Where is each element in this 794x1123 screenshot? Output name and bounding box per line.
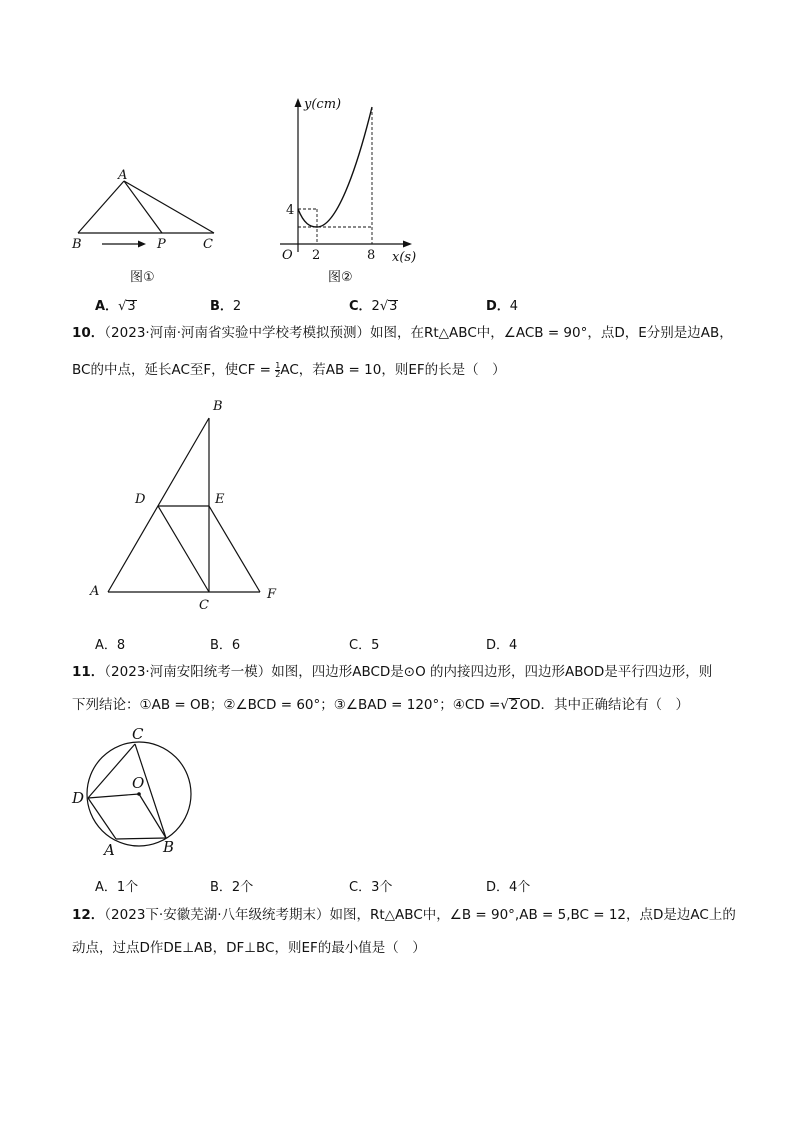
segment-da <box>88 798 116 839</box>
arrow-head <box>138 241 146 248</box>
segment-ob <box>139 794 166 838</box>
option-radicand: 3 <box>127 299 136 314</box>
q9-option-c[interactable]: C．2√3 <box>349 299 398 314</box>
fig1-caption: 图① <box>130 270 155 285</box>
question-number: 11． <box>72 664 105 680</box>
segment-ef <box>209 506 260 592</box>
segment-ab <box>116 838 166 839</box>
question-number: 10． <box>72 325 105 341</box>
question-text: AC，若AB = 10，则EF的长是（ ） <box>280 362 506 378</box>
question-source: （2023·河南安阳统考一模） <box>104 664 272 680</box>
option-letter: B． <box>210 299 233 314</box>
tick-label-2: 2 <box>312 248 321 263</box>
x-axis-arrow <box>403 241 412 248</box>
radicand: 2 <box>509 697 519 713</box>
q11-line-1 <box>72 656 732 689</box>
q9-figure-1 <box>66 165 226 290</box>
question-text: BC的中点，延长AC至F，使CF = <box>72 362 271 378</box>
option-letter: A． <box>95 299 119 314</box>
question-text: 如图，在Rt△ABC中，∠ACB = 90°，点D，E分别是边AB， <box>370 325 733 341</box>
segment-ap <box>124 181 162 233</box>
option-radicand: 3 <box>389 299 398 314</box>
option-prefix: 2 <box>371 299 380 314</box>
q10-option-d[interactable]: D．4 <box>486 638 518 653</box>
q11-option-b[interactable]: B．2个 <box>210 880 254 895</box>
option-letter: C． <box>349 299 372 314</box>
question-source: （2023下·安徽芜湖·八年级统考期末） <box>104 907 330 923</box>
option-value: 4 <box>509 299 519 314</box>
q9-option-a[interactable]: A．√3 <box>95 299 136 314</box>
fig2-caption: 图② <box>328 270 353 285</box>
point-b-label: B <box>72 237 82 252</box>
q11-line-2: 下列结论：①AB = OB；②∠BCD = 60°；③∠BAD = 120°；④CD =√2OD．其中正确结论有（ ） <box>72 697 690 713</box>
fraction-denominator: 2 <box>275 369 281 379</box>
point-b-label: B <box>213 399 223 414</box>
point-c-label: C <box>132 725 144 743</box>
point-d-label: D <box>72 789 85 807</box>
q11-option-a[interactable]: A．1个 <box>95 880 139 895</box>
q11-option-c[interactable]: C．3个 <box>349 880 393 895</box>
point-e-label: E <box>215 492 225 507</box>
q10-option-c[interactable]: C．5 <box>349 638 380 653</box>
q10-options <box>95 634 655 652</box>
q12-line-1 <box>72 899 736 932</box>
q10-line-2 <box>72 354 732 387</box>
tick-label-8: 8 <box>367 248 376 263</box>
point-a-label: A <box>118 168 128 183</box>
point-d-label: D <box>135 492 146 507</box>
question-text: OD．其中正确结论有（ ） <box>519 697 690 713</box>
point-a-label: A <box>104 841 115 859</box>
segment-ac <box>124 181 214 233</box>
origin-label: O <box>282 248 293 263</box>
point-c-label: C <box>199 598 209 613</box>
question-text: 下列结论：①AB = OB；②∠BCD = 60°；③∠BAD = 120°；④CD = <box>72 697 501 713</box>
q12-line-2 <box>72 932 732 965</box>
point-o-label: O <box>132 774 145 792</box>
q11-figure <box>68 722 198 862</box>
q10-option-a[interactable]: A．8 <box>95 638 126 653</box>
question-text: 如图，Rt△ABC中，∠B = 90°,AB = 5,BC = 12，点D是边AC上的 <box>329 907 736 923</box>
question-number: 12． <box>72 907 105 923</box>
q9-options <box>95 295 655 313</box>
point-p-label: P <box>157 237 166 252</box>
fraction-numerator: 1 <box>275 360 281 370</box>
q10-option-b[interactable]: B．6 <box>210 638 241 653</box>
point-b-label: B <box>163 838 175 856</box>
segment-ab <box>78 181 124 233</box>
question-source: （2023·河南·河南省实验中学校考模拟预测） <box>104 325 370 341</box>
option-value: 2 <box>232 299 242 314</box>
y-axis-arrow <box>295 98 302 107</box>
q11-option-d[interactable]: D．4个 <box>486 880 531 895</box>
segment-do <box>88 794 139 798</box>
q11-options <box>95 876 655 894</box>
q10-line-1 <box>72 317 732 350</box>
segment-dc <box>88 744 135 798</box>
tick-label-4: 4 <box>286 203 295 218</box>
question-text: 如图，四边形ABCD是⊙O 的内接四边形，四边形ABOD是平行四边形，则 <box>271 664 713 680</box>
q9-figure-2 <box>276 92 426 292</box>
question-text: 动点，过点D作DE⊥AB，DF⊥BC，则EF的最小值是（ ） <box>72 940 426 956</box>
q9-option-d[interactable] <box>486 295 518 314</box>
option-letter: D． <box>486 299 510 314</box>
x-axis-label: x(s) <box>392 250 417 265</box>
point-a-label: A <box>90 584 100 599</box>
q10-figure <box>80 392 290 617</box>
center-point-o <box>137 792 141 796</box>
point-c-label: C <box>203 237 213 252</box>
point-f-label: F <box>267 587 277 602</box>
q9-option-b[interactable] <box>210 295 241 314</box>
segment-dc <box>158 506 209 592</box>
y-axis-label: y(cm) <box>304 97 342 112</box>
